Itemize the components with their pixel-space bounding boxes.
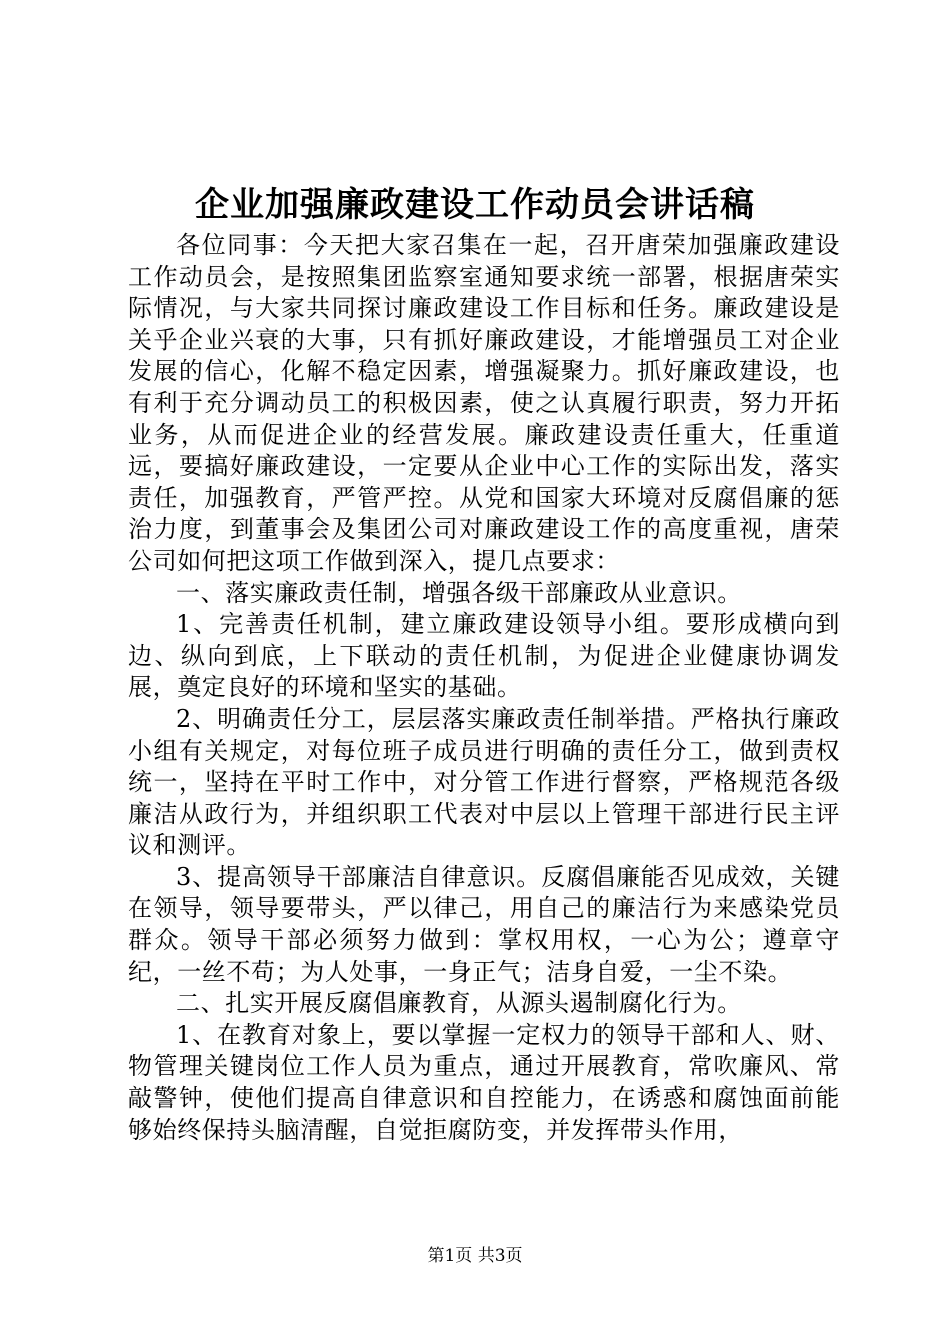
paragraph-item-1-1: 1、完善责任机制，建立廉政建设领导小组。要形成横向到边、纵向到底，上下联动的责任机制，为促进企业健康协调发展，奠定良好的环境和坚实的基础。 — [128, 610, 840, 702]
paragraph-section-1-heading: 一、落实廉政责任制，增强各级干部廉政从业意识。 — [176, 578, 742, 607]
document-title: 企业加强廉政建设工作动员会讲话稿 — [195, 185, 755, 225]
paragraph-item-1-2: 2、明确责任分工，层层落实廉政责任制举措。严格执行廉政小组有关规定，对每位班子成员进行明确的责任分工，做到责权统一，坚持在平时工作中，对分管工作进行督察，严格规范各级廉洁从政行为，并组织职工代表对中层以上管理干部进行民主评议和测评。 — [128, 704, 840, 860]
paragraph-intro: 各位同事：今天把大家召集在一起，召开唐荣加强廉政建设工作动员会，是按照集团监察室通知要求统一部署，根据唐荣实际情况，与大家共同探讨廉政建设工作目标和任务。廉政建设是关乎企业兴衰的大事，只有抓好廉政建设，才能增强员工对企业发展的信心，化解不稳定因素，增强凝聚力。抓好廉政建设，也有利于充分调动员工的积极因素，使之认真履行职责，努力开拓业务，从而促进企业的经营发展。廉政建设责任重大，任重道远，要搞好廉政建设，一定要从企业中心工作的实际出发，落实责任，加强教育，严管严控。从党和国家大环境对反腐倡廉的惩治力度，到董事会及集团公司对廉政建设工作的高度重视，唐荣公司如何把这项工作做到深入，提几点要求： — [128, 231, 840, 575]
page-number-footer: 第1页 共3页 — [427, 1246, 523, 1266]
document-body — [128, 230, 840, 1146]
paragraph-section-2-heading: 二、扎实开展反腐倡廉教育，从源头遏制腐化行为。 — [176, 989, 742, 1018]
paragraph-item-2-1: 1、在教育对象上，要以掌握一定权力的领导干部和人、财、物管理关键岗位工作人员为重点，通过开展教育，常吹廉风、常敲警钟，使他们提高自律意识和自控能力，在诱惑和腐蚀面前能够始终保持头脑清醒，自觉拒腐防变，并发挥带头作用， — [128, 1020, 840, 1144]
paragraph-item-1-3: 3、提高领导干部廉洁自律意识。反腐倡廉能否见成效，关键在领导，领导要带头，严以律己，用自己的廉洁行为来感染党员群众。领导干部必须努力做到：掌权用权，一心为公；遵章守纪，一丝不苟；为人处事，一身正气；洁身自爱，一尘不染。 — [128, 862, 840, 986]
